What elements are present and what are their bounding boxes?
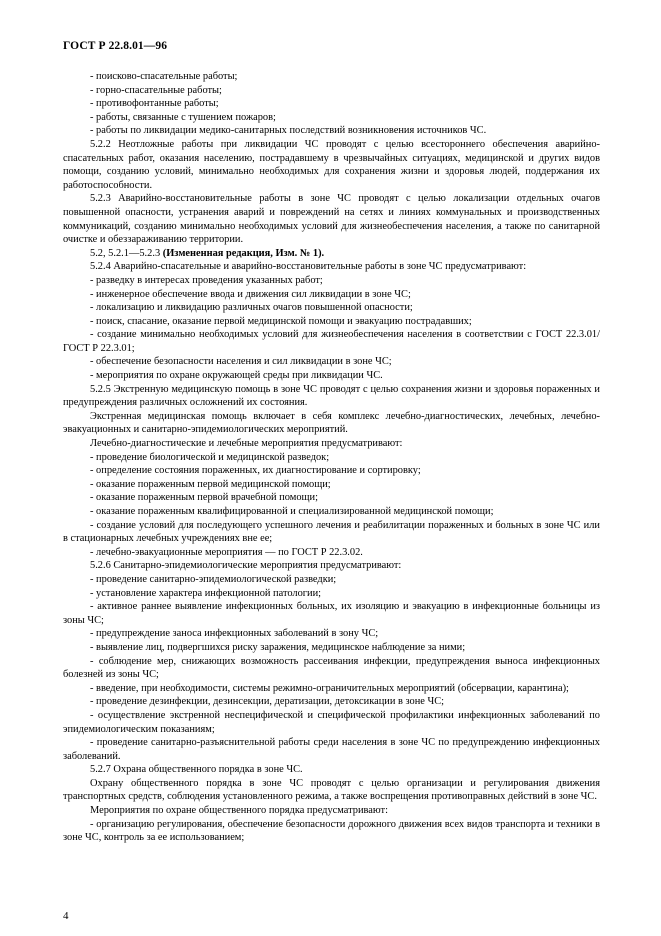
list-item: - обеспечение безопасности населения и сил ликвидации в зоне ЧС; bbox=[90, 356, 392, 368]
paragraph-5-2-6: 5.2.6 Санитарно-эпидемиологические мероприятия предусматривают: bbox=[90, 560, 402, 572]
list-item: - работы по ликвидации медико-санитарных последствий возникновения источников ЧС. bbox=[90, 125, 487, 137]
paragraph-5-2-5: 5.2.5 Экстренную медицинскую помощь в зоне ЧС проводят с целью сохранения жизни и здоровья пораженных и предупреждения различных осложнений их состояния. bbox=[63, 383, 600, 409]
paragraph-5-2-3: 5.2.3 Аварийно-восстановительные работы в зоне ЧС проводят с целью локализации отдельных очагов повышенной опасности, устранения аварий и повреждений на сетях и линиях коммунальных и производственных коммуникаций, созданию минимально необходимых условий для жизнеобеспечения населения, а также по санитарной очистке и обеззараживанию территории. bbox=[63, 193, 600, 246]
list-item: - организацию регулирования, обеспечение безопасности дорожного движения всех видов транспорта и техники в зоне ЧС, контроль за ее использованием; bbox=[63, 818, 600, 844]
list-item: - инженерное обеспечение ввода и движения сил ликвидации в зоне ЧС; bbox=[90, 288, 411, 300]
list-item: - лечебно-эвакуационные мероприятия — по ГОСТ Р 22.3.02. bbox=[90, 546, 363, 558]
paragraph: Охрану общественного порядка в зоне ЧС проводят с целью организации и регулирования движения транспортных средств, соблюдения установленного режима, а также воспрещения противоправных действий в зоне ЧС. bbox=[63, 777, 600, 803]
list-item: - проведение санитарно-разъяснительной работы среди населения в зоне ЧС по предупреждению инфекционных заболеваний. bbox=[63, 737, 600, 762]
list-item: - локализацию и ликвидацию различных очагов повышенной опасности; bbox=[90, 302, 413, 314]
amendment-line bbox=[63, 247, 600, 261]
paragraph: Лечебно-диагностические и лечебные мероприятия предусматривают: bbox=[90, 438, 403, 450]
page-number: 4 bbox=[63, 910, 69, 922]
paragraph-5-2-2: 5.2.2 Неотложные работы при ликвидации ЧС проводят с целью всестороннего обеспечения аварийно-спасательных работ, оказания населению, пострадавшему в чрезвычайных ситуациях, медицинской и других видов помощи, созданию условий, минимально необходимых для сохранения жизни и здоровья людей, поддержания их работоспособности. bbox=[63, 138, 600, 191]
list-item: - проведение биологической и медицинской разведок; bbox=[90, 451, 330, 463]
list-item: - оказание пораженным первой врачебной помощи; bbox=[90, 492, 318, 504]
standard-code-header: ГОСТ Р 22.8.01—96 bbox=[63, 40, 168, 52]
list-item: - создание минимально необходимых условий для жизнеобеспечения населения в соответствии с ГОСТ 22.3.01/ГОСТ Р 22.3.01; bbox=[63, 329, 600, 354]
list-item: - проведение санитарно-эпидемиологической разведки; bbox=[90, 573, 337, 585]
paragraph: Экстренная медицинская помощь включает в себя комплекс лечебно-диагностических, лечебных, лечебно-эвакуационных и санитарно-эпидемиологических мероприятий. bbox=[63, 410, 600, 436]
list-item: - соблюдение мер, снижающих возможность рассеивания инфекции, предупреждения выноса инфекционных болезней из зоны ЧС; bbox=[63, 655, 600, 681]
list-item: - предупреждение заноса инфекционных заболеваний в зону ЧС; bbox=[90, 628, 379, 640]
list-item: - осуществление экстренной неспецифической и специфической профилактики инфекционных заболеваний по эпидемиологическим показаниям; bbox=[63, 709, 600, 735]
list-item: - противофонтанные работы; bbox=[90, 98, 219, 110]
list-item: - проведение дезинфекции, дезинсекции, дератизации, детоксикации в зоне ЧС; bbox=[90, 696, 445, 708]
list-item: - горно-спасательные работы; bbox=[90, 84, 222, 96]
paragraph-5-2-4: 5.2.4 Аварийно-спасательные и аварийно-восстановительные работы в зоне ЧС предусматривают: bbox=[90, 261, 527, 273]
list-item: - разведку в интересах проведения указанных работ; bbox=[90, 274, 323, 286]
list-item: - активное раннее выявление инфекционных больных, их изоляцию и эвакуацию в инфекционные больницы из зоны ЧС; bbox=[63, 601, 600, 626]
list-item: - работы, связанные с тушением пожаров; bbox=[90, 111, 276, 123]
amendment-note: (Измененная редакция, Изм. № 1). bbox=[162, 247, 325, 259]
document-body bbox=[63, 70, 600, 845]
list-item: - оказание пораженным квалифицированной и специализированной медицинской помощи; bbox=[90, 506, 494, 517]
list-item: - поиск, спасание, оказание первой медицинской помощи и эвакуацию пострадавших; bbox=[90, 315, 472, 327]
list-item: - введение, при необходимости, системы режимно-ограничительных мероприятий (обсервации, карантина); bbox=[90, 682, 569, 694]
paragraph: Мероприятия по охране общественного порядка предусматривают: bbox=[90, 805, 388, 817]
paragraph-5-2-7: 5.2.7 Охрана общественного порядка в зоне ЧС. bbox=[90, 764, 303, 776]
amendment-ref: 5.2, 5.2.1—5.2.3 bbox=[90, 247, 161, 259]
list-item: - установление характера инфекционной патологии; bbox=[90, 587, 322, 599]
list-item: - поисково-спасательные работы; bbox=[90, 71, 238, 82]
list-item: - мероприятия по охране окружающей среды при ликвидации ЧС. bbox=[90, 370, 383, 382]
list-item: - выявление лиц, подвергшихся риску заражения, медицинское наблюдение за ними; bbox=[90, 641, 466, 653]
list-item: - определение состояния пораженных, их диагностирование и сортировку; bbox=[90, 465, 421, 477]
list-item: - создание условий для последующего успешного лечения и реабилитации пораженных и больных в зоне ЧС или в стационарных лечебных учреждениях вне ее; bbox=[63, 519, 600, 545]
list-item: - оказание пораженным первой медицинской помощи; bbox=[90, 478, 331, 490]
